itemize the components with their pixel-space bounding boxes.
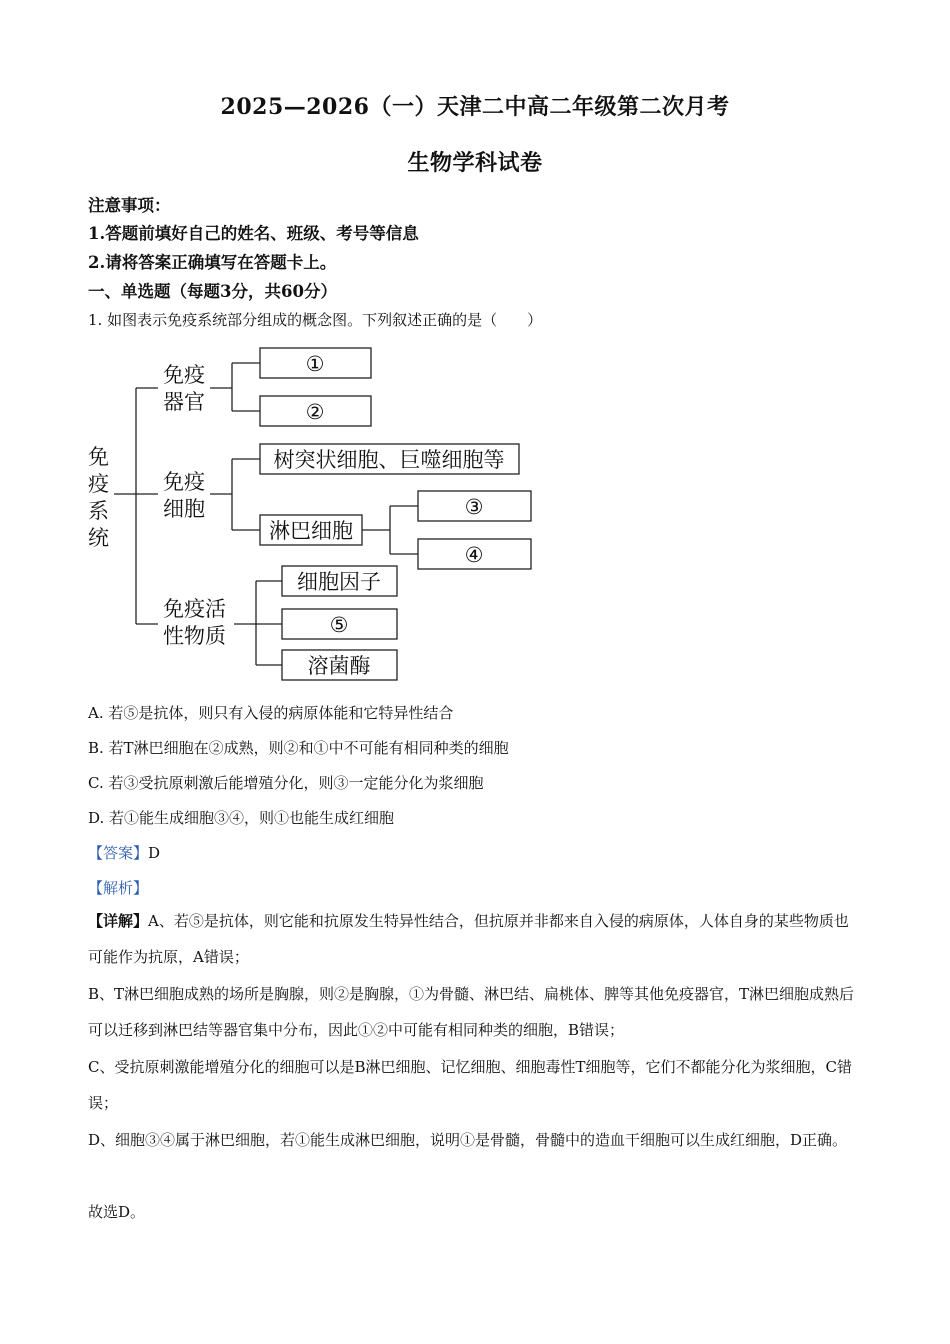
diagram-label-1: ① (305, 352, 325, 376)
diagram-substance-line-2: 性物质 (163, 624, 226, 648)
diagram-label-lysozyme: 溶菌酶 (307, 654, 371, 678)
option-b: B. 若T淋巴细胞在②成熟，则②和①中不可能有相同种类的细胞 (88, 739, 509, 757)
option-d: D. 若①能生成细胞③④，则①也能生成红细胞 (88, 809, 395, 827)
notes-heading: 注意事项： (88, 196, 171, 215)
diagram-label-dendritic: 树突状细胞、巨噬细胞等 (273, 448, 505, 472)
detail-b: B、T淋巴细胞成熟的场所是胸腺，则②是胸腺，①为骨髓、淋巴结、扁桃体、脾等其他免疫器官，T淋巴细胞成熟后可以迁移到淋巴结等器官集中分布，因此①②中可能有相同种类的细胞，B错误； (88, 985, 855, 1039)
page-subtitle: 生物学科试卷 (407, 150, 543, 176)
analysis-label: 【解析】 (88, 879, 149, 897)
diagram-substance-line-1: 免疫活 (163, 597, 226, 621)
diagram-root-char-1: 免 (88, 445, 109, 469)
diagram-root-char-4: 统 (88, 526, 109, 550)
diagram-label-lymph: 淋巴细胞 (269, 519, 353, 543)
diagram-cell-line-2: 细胞 (163, 497, 205, 521)
page-title: 2025—2026（一）天津二中高二年级第二次月考 (220, 94, 730, 120)
notes-item-2: 2.请将答案正确填写在答题卡上。 (88, 253, 337, 272)
option-c: C. 若③受抗原刺激后能增殖分化，则③一定能分化为浆细胞 (88, 774, 484, 792)
answer-value: D (148, 844, 161, 862)
diagram-organ-line-1: 免疫 (163, 363, 205, 387)
diagram-root-char-2: 疫 (88, 472, 109, 496)
diagram-label-cytokine: 细胞因子 (297, 570, 381, 594)
detail-c: C、受抗原刺激能增殖分化的细胞可以是B淋巴细胞、记忆细胞、细胞毒性T细胞等，它们不都能分化为浆细胞，C错误； (88, 1058, 852, 1112)
detail-conclusion: 故选D。 (88, 1203, 146, 1221)
diagram-organ-line-2: 器官 (163, 390, 205, 414)
diagram-root-char-3: 系 (88, 499, 109, 523)
answer-line (88, 842, 160, 863)
question-stem: 1. 如图表示免疫系统部分组成的概念图。下列叙述正确的是（ ） (88, 311, 543, 329)
section-heading: 一、单选题（每题3分，共60分） (88, 282, 337, 301)
diagram-label-2: ② (305, 400, 325, 424)
diagram-label-4: ④ (464, 543, 484, 567)
detail-d: D、细胞③④属于淋巴细胞，若①能生成淋巴细胞，说明①是骨髓，骨髓中的造血干细胞可以生成红细胞，D正确。 (88, 1131, 848, 1149)
detail-a (88, 903, 863, 975)
option-a: A. 若⑤是抗体，则只有入侵的病原体能和它特异性结合 (88, 704, 454, 722)
notes-item-1: 1.答题前填好自己的姓名、班级、考号等信息 (88, 224, 419, 243)
diagram-label-3: ③ (464, 495, 484, 519)
diagram-label-5: ⑤ (329, 613, 349, 637)
detail-a-text: A、若⑤是抗体，则它能和抗原发生特异性结合，但抗原并非都来自入侵的病原体，人体自身的某些物质也可能作为抗原，A错误； (88, 912, 849, 966)
diagram-cell-line-1: 免疫 (163, 470, 205, 494)
immune-system-diagram (80, 340, 550, 685)
answer-label: 【答案】 (88, 844, 149, 862)
detail-label: 【详解】 (88, 912, 149, 930)
